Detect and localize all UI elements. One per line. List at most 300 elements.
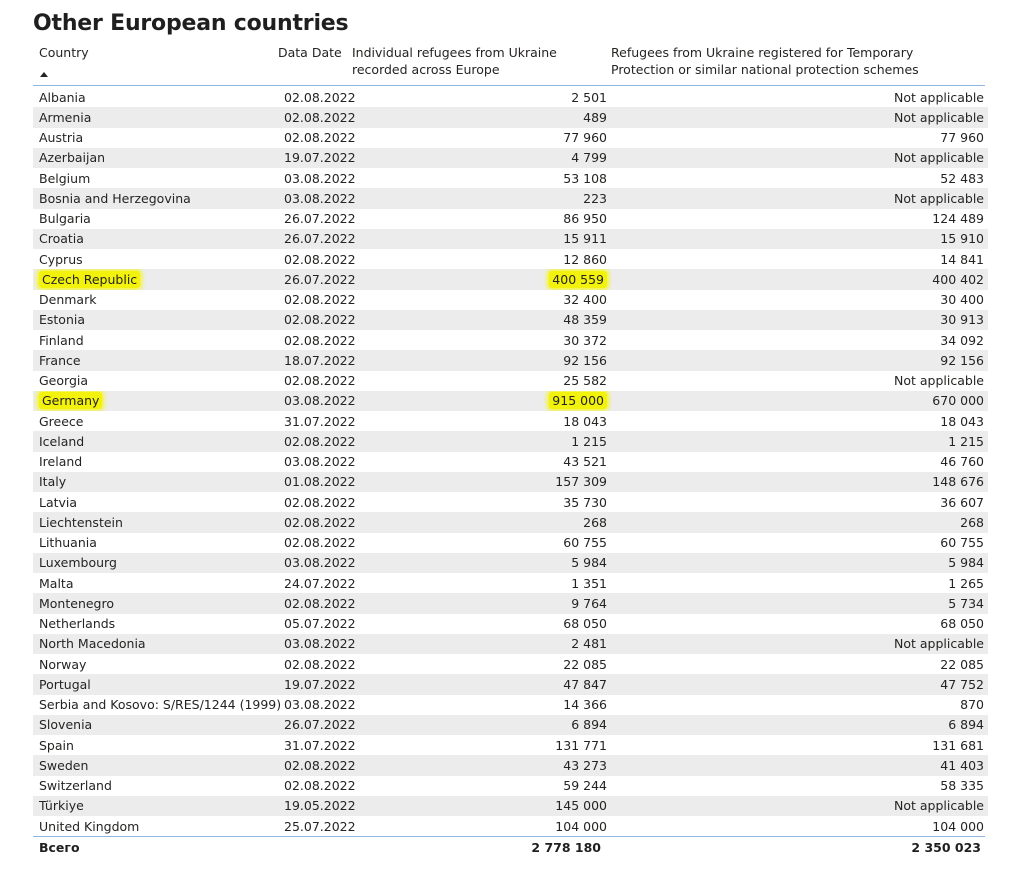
cell-country-text: Bosnia and Herzegovina xyxy=(39,190,191,206)
table-row[interactable] xyxy=(33,472,988,492)
total-individual: 2 778 180 xyxy=(531,840,601,855)
table-row[interactable] xyxy=(33,269,988,289)
cell-individual-text: 43 273 xyxy=(563,757,607,773)
cell-temporary-text: 46 760 xyxy=(940,454,984,470)
table-row[interactable] xyxy=(33,654,988,674)
cell-individual xyxy=(358,674,612,694)
cell-country-text: Iceland xyxy=(39,433,85,449)
table-row[interactable] xyxy=(33,350,988,370)
table-row[interactable] xyxy=(33,209,988,229)
cell-individual xyxy=(358,290,612,310)
cell-individual-text: 915 000 xyxy=(549,392,607,409)
cell-individual xyxy=(358,269,612,289)
cell-individual xyxy=(358,492,612,512)
cell-country xyxy=(33,674,284,694)
cell-date xyxy=(284,755,358,775)
cell-country-text: Switzerland xyxy=(39,778,112,794)
cell-country xyxy=(33,573,284,593)
cell-country xyxy=(33,330,284,350)
table-row[interactable] xyxy=(33,816,988,836)
cell-country xyxy=(33,168,284,188)
table-row[interactable] xyxy=(33,87,988,107)
cell-date xyxy=(284,816,358,836)
cell-temporary-text: 22 085 xyxy=(940,656,984,672)
cell-individual-text: 104 000 xyxy=(555,818,607,834)
cell-country-text: Malta xyxy=(39,575,74,591)
cell-country-text: Albania xyxy=(39,89,86,105)
cell-date-text: 02.08.2022 xyxy=(284,312,356,328)
cell-individual xyxy=(358,128,612,148)
cell-date-text: 03.08.2022 xyxy=(284,636,356,652)
table-row[interactable] xyxy=(33,330,988,350)
cell-temporary-text: Not applicable xyxy=(894,109,984,125)
cell-date xyxy=(284,776,358,796)
cell-date-text: 19.05.2022 xyxy=(284,798,356,814)
cell-country xyxy=(33,269,284,289)
cell-date-text: 18.07.2022 xyxy=(284,352,356,368)
cell-country-text: Serbia and Kosovo: S/RES/1244 (1999) xyxy=(39,697,282,713)
cell-country-text: Liechtenstein xyxy=(39,514,123,530)
cell-date-text: 19.07.2022 xyxy=(284,150,356,166)
cell-individual-text: 22 085 xyxy=(563,656,607,672)
table-row[interactable] xyxy=(33,695,988,715)
cell-country xyxy=(33,553,284,573)
cell-date xyxy=(284,573,358,593)
cell-individual-text: 25 582 xyxy=(563,373,607,389)
cell-date xyxy=(284,472,358,492)
cell-date-text: 02.08.2022 xyxy=(284,514,356,530)
cell-date xyxy=(284,188,358,208)
cell-temporary-text: 92 156 xyxy=(940,352,984,368)
cell-temporary xyxy=(612,573,988,593)
cell-individual-text: 43 521 xyxy=(563,454,607,470)
cell-temporary-text: 18 043 xyxy=(940,413,984,429)
cell-country xyxy=(33,735,284,755)
cell-date-text: 24.07.2022 xyxy=(284,575,356,591)
cell-country-text: Montenegro xyxy=(39,595,115,611)
cell-date-text: 02.08.2022 xyxy=(284,494,356,510)
cell-country-text: Belgium xyxy=(39,170,91,186)
cell-temporary xyxy=(612,472,988,492)
cell-individual xyxy=(358,593,612,613)
table-row[interactable] xyxy=(33,431,988,451)
cell-country xyxy=(33,431,284,451)
cell-temporary-text: 58 335 xyxy=(940,778,984,794)
table-row[interactable] xyxy=(33,391,988,411)
cell-temporary xyxy=(612,330,988,350)
cell-date xyxy=(284,796,358,816)
cell-individual-text: 53 108 xyxy=(563,170,607,186)
cell-country-text: Finland xyxy=(39,332,84,348)
cell-country xyxy=(33,816,284,836)
cell-date xyxy=(284,512,358,532)
cell-temporary-text: 52 483 xyxy=(940,170,984,186)
cell-individual-text: 4 799 xyxy=(571,150,607,166)
cell-temporary-text: Not applicable xyxy=(894,798,984,814)
cell-temporary-text: 41 403 xyxy=(940,757,984,773)
cell-temporary-text: Not applicable xyxy=(894,373,984,389)
cell-individual xyxy=(358,755,612,775)
table-row[interactable] xyxy=(33,614,988,634)
cell-individual xyxy=(358,695,612,715)
cell-country xyxy=(33,148,284,168)
column-header-individual-refugees[interactable] xyxy=(352,44,607,78)
cell-country-text: Czech Republic xyxy=(39,271,140,288)
cell-individual-text: 60 755 xyxy=(563,535,607,551)
cell-country-text: Norway xyxy=(39,656,87,672)
cell-temporary-text: Not applicable xyxy=(894,190,984,206)
total-temporary: 2 350 023 xyxy=(911,840,981,855)
table-body xyxy=(33,87,988,836)
cell-temporary xyxy=(612,533,988,553)
cell-date xyxy=(284,492,358,512)
column-header-country[interactable]: Country xyxy=(39,45,89,60)
cell-date-text: 02.08.2022 xyxy=(284,109,356,125)
cell-temporary xyxy=(612,168,988,188)
cell-temporary-text: 1 215 xyxy=(948,433,984,449)
table-row[interactable] xyxy=(33,512,988,532)
cell-date xyxy=(284,411,358,431)
cell-country xyxy=(33,695,284,715)
cell-country xyxy=(33,290,284,310)
cell-date-text: 03.08.2022 xyxy=(284,555,356,571)
cell-individual-text: 86 950 xyxy=(563,211,607,227)
cell-temporary xyxy=(612,654,988,674)
cell-date xyxy=(284,128,358,148)
table-row[interactable] xyxy=(33,168,988,188)
cell-temporary-text: 1 265 xyxy=(948,575,984,591)
cell-individual xyxy=(358,249,612,269)
cell-individual-text: 14 366 xyxy=(563,697,607,713)
cell-individual xyxy=(358,512,612,532)
cell-country-text: Estonia xyxy=(39,312,86,328)
cell-country-text: Netherlands xyxy=(39,616,116,632)
cell-individual-text: 489 xyxy=(583,109,607,125)
cell-temporary xyxy=(612,593,988,613)
cell-date-text: 03.08.2022 xyxy=(284,454,356,470)
cell-date xyxy=(284,452,358,472)
cell-country xyxy=(33,128,284,148)
cell-country xyxy=(33,614,284,634)
cell-date xyxy=(284,715,358,735)
table-row[interactable] xyxy=(33,634,988,654)
cell-country xyxy=(33,452,284,472)
cell-temporary-text: 47 752 xyxy=(940,676,984,692)
cell-date xyxy=(284,269,358,289)
cell-individual xyxy=(358,330,612,350)
cell-country xyxy=(33,796,284,816)
cell-country xyxy=(33,533,284,553)
cell-temporary xyxy=(612,816,988,836)
cell-date-text: 02.08.2022 xyxy=(284,757,356,773)
table-row[interactable] xyxy=(33,593,988,613)
cell-date xyxy=(284,735,358,755)
table-row[interactable] xyxy=(33,735,988,755)
cell-temporary xyxy=(612,411,988,431)
cell-individual-text: 30 372 xyxy=(563,332,607,348)
column-header-individual-line1: Individual refugees from Ukraine xyxy=(352,45,557,60)
cell-individual xyxy=(358,188,612,208)
sort-ascending-icon[interactable] xyxy=(40,72,48,77)
cell-individual-text: 1 351 xyxy=(571,575,607,591)
cell-temporary xyxy=(612,796,988,816)
cell-individual-text: 400 559 xyxy=(549,271,607,288)
cell-date xyxy=(284,168,358,188)
cell-country-text: Slovenia xyxy=(39,717,93,733)
cell-date-text: 01.08.2022 xyxy=(284,474,356,490)
cell-country-text: Spain xyxy=(39,737,74,753)
cell-temporary-text: 77 960 xyxy=(940,130,984,146)
cell-temporary xyxy=(612,128,988,148)
cell-temporary xyxy=(612,776,988,796)
cell-individual-text: 9 764 xyxy=(571,595,607,611)
cell-individual xyxy=(358,735,612,755)
cell-country xyxy=(33,634,284,654)
cell-temporary-text: Not applicable xyxy=(894,89,984,105)
cell-individual xyxy=(358,573,612,593)
table-row[interactable] xyxy=(33,249,988,269)
cell-date-text: 02.08.2022 xyxy=(284,251,356,267)
table-row[interactable] xyxy=(33,755,988,775)
cell-temporary-text: 14 841 xyxy=(940,251,984,267)
cell-date xyxy=(284,249,358,269)
cell-date-text: 02.08.2022 xyxy=(284,89,356,105)
cell-temporary xyxy=(612,452,988,472)
cell-country-text: Azerbaijan xyxy=(39,150,106,166)
cell-temporary-text: 131 681 xyxy=(932,737,984,753)
table-row[interactable] xyxy=(33,148,988,168)
cell-country xyxy=(33,593,284,613)
table-row[interactable] xyxy=(33,553,988,573)
cell-individual-text: 77 960 xyxy=(563,130,607,146)
cell-country-text: Lithuania xyxy=(39,535,97,551)
cell-individual-text: 68 050 xyxy=(563,616,607,632)
cell-date-text: 05.07.2022 xyxy=(284,616,356,632)
cell-date-text: 02.08.2022 xyxy=(284,130,356,146)
cell-country-text: Armenia xyxy=(39,109,92,125)
cell-country-text: Georgia xyxy=(39,373,89,389)
cell-temporary-text: 670 000 xyxy=(932,393,984,409)
cell-country-text: Sweden xyxy=(39,757,89,773)
cell-date-text: 03.08.2022 xyxy=(284,697,356,713)
cell-date-text: 19.07.2022 xyxy=(284,676,356,692)
header-divider xyxy=(33,85,985,86)
cell-country-text: Germany xyxy=(39,392,102,409)
cell-temporary xyxy=(612,229,988,249)
cell-country-text: Luxembourg xyxy=(39,555,117,571)
table-row[interactable] xyxy=(33,128,988,148)
cell-country xyxy=(33,776,284,796)
cell-country-text: Austria xyxy=(39,130,84,146)
cell-temporary-text: 34 092 xyxy=(940,332,984,348)
cell-temporary xyxy=(612,310,988,330)
cell-temporary-text: 400 402 xyxy=(932,271,984,287)
cell-date xyxy=(284,553,358,573)
cell-date xyxy=(284,310,358,330)
cell-country xyxy=(33,371,284,391)
total-divider xyxy=(33,836,985,837)
cell-date-text: 31.07.2022 xyxy=(284,737,356,753)
cell-country xyxy=(33,492,284,512)
cell-date-text: 25.07.2022 xyxy=(284,818,356,834)
cell-individual-text: 2 501 xyxy=(571,89,607,105)
cell-individual xyxy=(358,168,612,188)
cell-date-text: 26.07.2022 xyxy=(284,211,356,227)
cell-date-text: 26.07.2022 xyxy=(284,231,356,247)
cell-country-text: Greece xyxy=(39,413,84,429)
cell-date-text: 02.08.2022 xyxy=(284,535,356,551)
cell-temporary-text: Not applicable xyxy=(894,636,984,652)
cell-temporary-text: 30 913 xyxy=(940,312,984,328)
cell-temporary-text: 6 894 xyxy=(948,717,984,733)
cell-temporary xyxy=(612,553,988,573)
cell-date-text: 03.08.2022 xyxy=(284,190,356,206)
cell-temporary-text: 36 607 xyxy=(940,494,984,510)
cell-individual xyxy=(358,148,612,168)
cell-temporary xyxy=(612,512,988,532)
cell-country-text: Cyprus xyxy=(39,251,83,267)
cell-date xyxy=(284,674,358,694)
cell-country xyxy=(33,209,284,229)
cell-individual-text: 47 847 xyxy=(563,676,607,692)
cell-country xyxy=(33,188,284,208)
table-row[interactable] xyxy=(33,674,988,694)
cell-individual xyxy=(358,391,612,411)
cell-country xyxy=(33,229,284,249)
cell-country-text: Bulgaria xyxy=(39,211,91,227)
cell-date-text: 02.08.2022 xyxy=(284,292,356,308)
cell-temporary xyxy=(612,188,988,208)
cell-date xyxy=(284,148,358,168)
cell-temporary xyxy=(612,715,988,735)
table-row[interactable] xyxy=(33,533,988,553)
table-row[interactable] xyxy=(33,310,988,330)
table-row[interactable] xyxy=(33,452,988,472)
cell-date xyxy=(284,431,358,451)
table-row[interactable] xyxy=(33,796,988,816)
cell-individual xyxy=(358,107,612,127)
cell-date xyxy=(284,614,358,634)
cell-individual xyxy=(358,553,612,573)
cell-country-text: Croatia xyxy=(39,231,84,247)
table-row[interactable] xyxy=(33,371,988,391)
cell-individual xyxy=(358,209,612,229)
table-row[interactable] xyxy=(33,573,988,593)
cell-temporary-text: 124 489 xyxy=(932,211,984,227)
cell-temporary-text: 60 755 xyxy=(940,535,984,551)
table-row[interactable] xyxy=(33,188,988,208)
cell-country xyxy=(33,411,284,431)
cell-temporary xyxy=(612,755,988,775)
cell-date xyxy=(284,209,358,229)
table-row[interactable] xyxy=(33,776,988,796)
cell-individual xyxy=(358,614,612,634)
cell-individual xyxy=(358,371,612,391)
cell-country-text: United Kingdom xyxy=(39,818,140,834)
cell-temporary xyxy=(612,107,988,127)
cell-individual-text: 35 730 xyxy=(563,494,607,510)
cell-temporary xyxy=(612,371,988,391)
cell-country xyxy=(33,755,284,775)
cell-individual xyxy=(358,350,612,370)
cell-individual-text: 59 244 xyxy=(563,778,607,794)
table-row[interactable] xyxy=(33,290,988,310)
cell-temporary-text: 68 050 xyxy=(940,616,984,632)
cell-date-text: 26.07.2022 xyxy=(284,271,356,287)
cell-country xyxy=(33,715,284,735)
cell-date-text: 03.08.2022 xyxy=(284,170,356,186)
cell-date xyxy=(284,330,358,350)
cell-temporary-text: 5 734 xyxy=(948,595,984,611)
cell-individual-text: 48 359 xyxy=(563,312,607,328)
total-label: Всего xyxy=(39,840,80,855)
cell-individual xyxy=(358,87,612,107)
cell-individual xyxy=(358,229,612,249)
cell-individual xyxy=(358,796,612,816)
table-row[interactable] xyxy=(33,107,988,127)
cell-temporary xyxy=(612,614,988,634)
cell-temporary-text: 268 xyxy=(960,514,984,530)
cell-date xyxy=(284,634,358,654)
cell-country-text: Ireland xyxy=(39,454,83,470)
cell-temporary-text: 5 984 xyxy=(948,555,984,571)
page-title: Other European countries xyxy=(33,11,349,36)
cell-individual xyxy=(358,533,612,553)
cell-temporary xyxy=(612,674,988,694)
cell-date xyxy=(284,107,358,127)
cell-individual-text: 157 309 xyxy=(555,474,607,490)
cell-temporary xyxy=(612,695,988,715)
cell-individual xyxy=(358,816,612,836)
cell-date-text: 02.08.2022 xyxy=(284,656,356,672)
cell-country xyxy=(33,350,284,370)
cell-temporary xyxy=(612,269,988,289)
table-row[interactable] xyxy=(33,411,988,431)
cell-individual xyxy=(358,452,612,472)
cell-date xyxy=(284,350,358,370)
column-header-date[interactable]: Data Date xyxy=(278,45,342,60)
cell-date-text: 02.08.2022 xyxy=(284,373,356,389)
cell-individual-text: 15 911 xyxy=(563,231,607,247)
cell-temporary-text: 148 676 xyxy=(932,474,984,490)
cell-date xyxy=(284,391,358,411)
cell-temporary xyxy=(612,431,988,451)
cell-individual xyxy=(358,411,612,431)
cell-date xyxy=(284,695,358,715)
cell-individual-text: 268 xyxy=(583,514,607,530)
column-header-temporary-protection[interactable] xyxy=(611,44,971,78)
cell-country-text: Italy xyxy=(39,474,67,490)
cell-individual xyxy=(358,776,612,796)
cell-country-text: North Macedonia xyxy=(39,636,146,652)
table-row[interactable] xyxy=(33,229,988,249)
cell-country-text: Portugal xyxy=(39,676,91,692)
table-row[interactable] xyxy=(33,492,988,512)
cell-individual-text: 18 043 xyxy=(563,413,607,429)
cell-country-text: Latvia xyxy=(39,494,78,510)
cell-temporary xyxy=(612,209,988,229)
cell-country xyxy=(33,249,284,269)
cell-individual-text: 32 400 xyxy=(563,292,607,308)
cell-country xyxy=(33,654,284,674)
cell-country xyxy=(33,107,284,127)
table-row[interactable] xyxy=(33,715,988,735)
cell-date-text: 31.07.2022 xyxy=(284,413,356,429)
cell-date xyxy=(284,87,358,107)
cell-individual xyxy=(358,654,612,674)
cell-individual xyxy=(358,634,612,654)
cell-individual-text: 2 481 xyxy=(571,636,607,652)
